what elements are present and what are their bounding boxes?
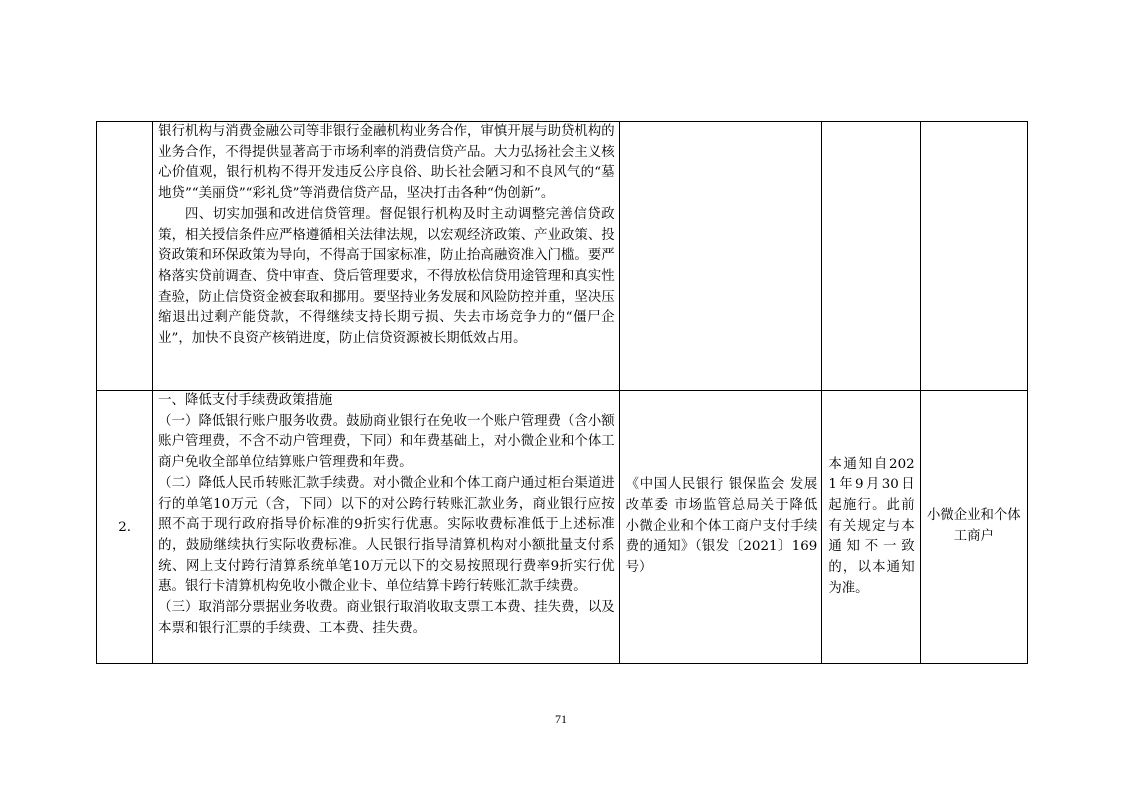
table-row [97,391,1028,664]
policy-heading: 一、降低支付手续费政策措施 [158,393,333,408]
row-number-cell [97,122,153,391]
policy-table [96,121,1028,664]
policy-paragraph: （二）降低人民币转账汇款手续费。对小微企业和个体工商户通过柜台渠道进行的单笔10万元（含，下同）以下的对公跨行转账汇款业务，商业银行应按照不高于现行政府指导价标准的9折实行优惠。实际收费标准低于上述标准的，鼓励继续执行实际收费标准。人民银行指导清算机构对小额批量支付系统、网上支付跨行清算系统单笔10万元以下的交易按照现行费率9折实行优惠。银行卡清算机构免收小微企业卡、单位结算卡跨行转账汇款手续费。 [158,475,615,595]
policy-content-cell [153,391,620,664]
policy-paragraph: （一）降低银行账户服务收费。鼓励商业银行在免收一个账户管理费（含小额账户管理费，不含不动户管理费，下同）和年费基础上，对小微企业和个体工商户免收全部单位结算账户管理费和年费。 [158,413,615,471]
effective-note: 本通知自2021年9月30日起施行。此前有关规定与本通知不一致的，以本通知为准。 [828,456,915,596]
table-row [97,122,1028,391]
policy-content-cell [153,122,620,391]
effective-cell [822,391,920,664]
effective-cell [822,122,920,391]
target-cell [920,122,1027,391]
target-group: 小微企业和个体工商户 [926,508,1021,544]
target-cell [920,391,1027,664]
document-name: 《中国人民银行 银保监会 发展改革委 市场监管总局关于降低小微企业和个体工商户支付手续费的通知》（银发〔2021〕169号） [625,477,818,576]
page-number: 71 [555,712,567,726]
row-number: 2. [118,519,131,535]
document-cell [619,391,822,664]
policy-paragraph: （三）取消部分票据业务收费。商业银行取消收取支票工本费、挂失费，以及本票和银行汇票的手续费、工本费、挂失费。 [158,600,615,636]
row-number-cell [97,391,153,664]
policy-paragraph: 银行机构与消费金融公司等非银行金融机构业务合作，审慎开展与助贷机构的业务合作，不得提供显著高于市场利率的消费信贷产品。大力弘扬社会主义核心价值观，银行机构不得开发违反公序良俗、助长社会陋习和不良风气的“墓地贷”“美丽贷”“彩礼贷”等消费信贷产品，坚决打击各种“伪创新”。 [158,124,615,202]
document-cell [619,122,822,391]
policy-paragraph: 四、切实加强和改进信贷管理。督促银行机构及时主动调整完善信贷政策，相关授信条件应严格遵循相关法律法规，以宏观经济政策、产业政策、投资政策和环保政策为导向，不得高于国家标准，防止抬高融资准入门槛。要严格落实贷前调查、贷中审查、贷后管理要求，不得放松信贷用途管理和真实性查验，防止信贷资金被套取和挪用。要坚持业务发展和风险防控并重，坚决压缩退出过剩产能贷款，不得继续支持长期亏损、失去市场竞争力的“僵尸企业”，加快不良资产核销进度，防止信贷资源被长期低效占用。 [158,206,615,347]
